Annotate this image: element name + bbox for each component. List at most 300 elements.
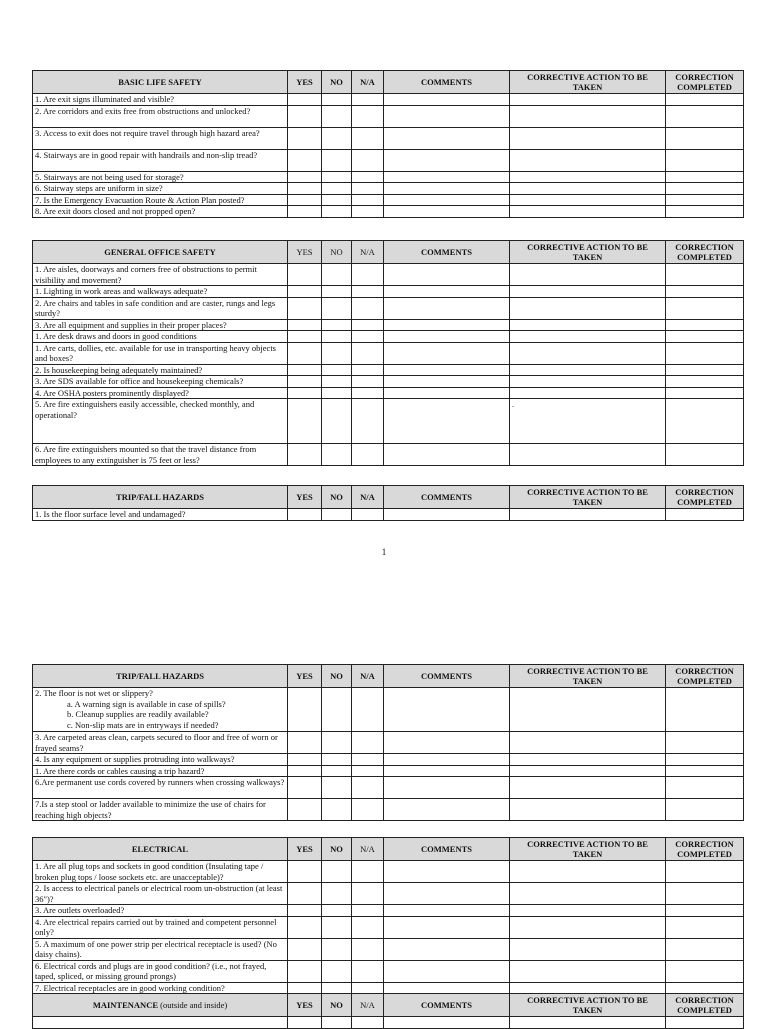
table-row [33,94,744,106]
col-yes: YES [288,71,322,94]
completed-cell[interactable] [666,509,744,521]
col-na: N/A [352,838,384,861]
na-cell[interactable] [352,754,384,766]
yes-cell[interactable] [288,444,322,466]
no-cell[interactable] [322,754,352,766]
no-cell[interactable] [322,777,352,799]
yes-cell[interactable] [288,376,322,388]
question: 2. Is access to electrical panels or electrical room un-obstruction (at least 36")? [33,883,288,905]
completed-cell[interactable] [666,171,744,183]
completed-cell[interactable] [666,765,744,777]
question: 1. Are desk draws and doors in good conditions [33,331,288,343]
corrective-cell[interactable] [510,194,666,206]
question: 3. Are outlets overloaded? [33,905,288,917]
no-cell[interactable] [322,1017,352,1029]
comments-cell[interactable] [384,194,510,206]
yes-cell[interactable] [288,765,322,777]
corrective-cell[interactable] [510,861,666,883]
no-cell[interactable] [322,183,352,195]
col-comments: COMMENTS [384,486,510,509]
comments-cell[interactable] [384,105,510,127]
table-row [33,376,744,388]
no-cell[interactable] [322,688,352,732]
completed-cell[interactable] [666,342,744,364]
no-cell[interactable] [322,171,352,183]
table-row [33,765,744,777]
na-cell[interactable] [352,264,384,286]
na-cell[interactable] [352,444,384,466]
na-cell[interactable] [352,319,384,331]
completed-cell[interactable] [666,331,744,343]
comments-cell[interactable] [384,732,510,754]
na-cell[interactable] [352,342,384,364]
comments-cell[interactable] [384,938,510,960]
page-number: 1 [381,547,387,557]
corrective-cell[interactable] [510,376,666,388]
col-corrective-action: CORRECTIVE ACTION TO BE TAKEN [510,994,666,1017]
na-cell[interactable] [352,938,384,960]
no-cell[interactable] [322,331,352,343]
table-row [33,905,744,917]
comments-cell[interactable] [384,94,510,106]
col-no: NO [322,994,352,1017]
yes-cell[interactable] [288,509,322,521]
completed-cell[interactable] [666,960,744,982]
na-cell[interactable] [352,777,384,799]
na-cell[interactable] [352,171,384,183]
na-cell[interactable] [352,376,384,388]
no-cell[interactable] [322,264,352,286]
completed-cell[interactable] [666,183,744,195]
question: 6. Are fire extinguishers mounted so that the travel distance from employees to any extinguisher is 75 feet or less? [33,444,288,466]
col-corrective-action: CORRECTIVE ACTION TO BE TAKEN [510,665,666,688]
yes-cell[interactable] [288,183,322,195]
maintenance-subtitle: (outside and inside) [158,1000,228,1010]
corrective-cell[interactable] [510,509,666,521]
corrective-cell[interactable] [510,105,666,127]
table-row [33,777,744,799]
no-cell[interactable] [322,149,352,171]
question: 6.Are permanent use cords covered by runners when crossing walkways? [33,777,288,799]
col-comments: COMMENTS [384,71,510,94]
col-no: NO [322,71,352,94]
completed-cell[interactable] [666,861,744,883]
table-row [33,297,744,319]
col-no: NO [322,665,352,688]
corrective-cell[interactable] [510,171,666,183]
table-row [33,444,744,466]
completed-cell[interactable] [666,754,744,766]
corrective-cell[interactable] [510,297,666,319]
na-cell[interactable] [352,916,384,938]
na-cell[interactable] [352,1017,384,1029]
no-cell[interactable] [322,799,352,821]
corrective-cell[interactable] [510,777,666,799]
corrective-cell[interactable] [510,444,666,466]
corrective-cell[interactable] [510,319,666,331]
corrective-cell[interactable] [510,286,666,298]
yes-cell[interactable] [288,387,322,399]
yes-cell[interactable] [288,905,322,917]
comments-cell[interactable] [384,765,510,777]
corrective-cell[interactable] [510,264,666,286]
no-cell[interactable] [322,509,352,521]
completed-cell[interactable] [666,905,744,917]
col-yes: YES [288,665,322,688]
table-row [33,732,744,754]
corrective-cell[interactable] [510,1017,666,1029]
table-row [33,861,744,883]
table-row [33,206,744,218]
completed-cell[interactable] [666,732,744,754]
question: 3. Are all equipment and supplies in their proper places? [33,319,288,331]
col-corrective-action: CORRECTIVE ACTION TO BE TAKEN [510,486,666,509]
question: 2. Are corridors and exits free from obstructions and unlocked? [33,105,288,127]
no-cell[interactable] [322,194,352,206]
corrective-cell[interactable] [510,149,666,171]
trip-fall-hazards-table-p1 [32,485,744,521]
question: 3. Access to exit does not require travel through high hazard area? [33,127,288,149]
completed-cell[interactable] [666,105,744,127]
col-corrective-action: CORRECTIVE ACTION TO BE TAKEN [510,241,666,264]
question: 4. Are electrical repairs carried out by trained and competent personnel only? [33,916,288,938]
table-row [33,916,744,938]
completed-cell[interactable] [666,777,744,799]
question: 2. Is housekeeping being adequately maintained? [33,364,288,376]
comments-cell[interactable] [384,883,510,905]
na-cell[interactable] [352,960,384,982]
yes-cell[interactable] [288,149,322,171]
completed-cell[interactable] [666,376,744,388]
corrective-cell[interactable] [510,387,666,399]
comments-cell[interactable] [384,688,510,732]
col-no: NO [322,486,352,509]
na-cell[interactable] [352,861,384,883]
corrective-cell[interactable] [510,799,666,821]
yes-cell[interactable] [288,297,322,319]
na-cell[interactable] [352,94,384,106]
corrective-cell[interactable] [510,688,666,732]
question: 1. Are carts, dollies, etc. available for use in transporting heavy objects and boxes? [33,342,288,364]
corrective-cell[interactable] [510,94,666,106]
yes-cell[interactable] [288,861,322,883]
comments-cell[interactable] [384,127,510,149]
col-na: N/A [352,486,384,509]
yes-cell[interactable] [288,319,322,331]
comments-cell[interactable] [384,171,510,183]
comments-cell[interactable] [384,264,510,286]
corrective-cell[interactable] [510,127,666,149]
corrective-cell[interactable] [510,982,666,994]
yes-cell[interactable] [288,342,322,364]
no-cell[interactable] [322,444,352,466]
yes-cell[interactable] [288,732,322,754]
no-cell[interactable] [322,938,352,960]
yes-cell[interactable] [288,331,322,343]
na-cell[interactable] [352,364,384,376]
yes-cell[interactable] [288,105,322,127]
no-cell[interactable] [322,732,352,754]
na-cell[interactable] [352,149,384,171]
comments-cell[interactable] [384,183,510,195]
comments-cell[interactable] [384,342,510,364]
na-cell[interactable] [352,331,384,343]
col-na: N/A [352,241,384,264]
corrective-cell[interactable] [510,342,666,364]
section-title: TRIP/FALL HAZARDS [33,486,288,509]
table-row [33,331,744,343]
na-cell[interactable] [352,982,384,994]
question: 8. Are exit doors closed and not propped open? [33,206,288,218]
completed-cell[interactable] [666,444,744,466]
no-cell[interactable] [322,982,352,994]
no-cell[interactable] [322,206,352,218]
yes-cell[interactable] [288,688,322,732]
col-correction-completed: CORRECTION COMPLETED [666,838,744,861]
col-correction-completed: CORRECTION COMPLETED [666,486,744,509]
na-cell[interactable] [352,688,384,732]
completed-cell[interactable] [666,799,744,821]
na-cell[interactable] [352,799,384,821]
question: 7. Electrical receptacles are in good working condition? [33,982,288,994]
no-cell[interactable] [322,94,352,106]
comments-cell[interactable] [384,1017,510,1029]
col-correction-completed: CORRECTION COMPLETED [666,665,744,688]
table-row [33,105,744,127]
na-cell[interactable] [352,297,384,319]
electrical-table [32,837,744,1029]
na-cell[interactable] [352,509,384,521]
section-title: TRIP/FALL HAZARDS [33,665,288,688]
corrective-cell[interactable] [510,732,666,754]
comments-cell[interactable] [384,149,510,171]
no-cell[interactable] [322,364,352,376]
no-cell[interactable] [322,297,352,319]
comments-cell[interactable] [384,286,510,298]
completed-cell[interactable] [666,319,744,331]
completed-cell[interactable] [666,688,744,732]
na-cell[interactable] [352,105,384,127]
question: 1. Are there cords or cables causing a trip hazard? [33,765,288,777]
completed-cell[interactable] [666,364,744,376]
corrective-cell[interactable] [510,183,666,195]
comments-cell[interactable] [384,509,510,521]
table-row [33,982,744,994]
comments-cell[interactable] [384,754,510,766]
no-cell[interactable] [322,916,352,938]
col-yes: YES [288,994,322,1017]
comments-cell[interactable] [384,799,510,821]
na-cell[interactable] [352,286,384,298]
completed-cell[interactable] [666,127,744,149]
question [33,1017,288,1029]
comments-cell[interactable] [384,982,510,994]
no-cell[interactable] [322,905,352,917]
corrective-cell[interactable] [510,364,666,376]
yes-cell[interactable] [288,206,322,218]
question: 7.Is a step stool or ladder available to minimize the use of chairs for reaching high objects? [33,799,288,821]
no-cell[interactable] [322,105,352,127]
col-correction-completed: CORRECTION COMPLETED [666,71,744,94]
yes-cell[interactable] [288,754,322,766]
section-title: BASIC LIFE SAFETY [33,71,288,94]
corrective-cell[interactable] [510,938,666,960]
yes-cell[interactable] [288,364,322,376]
question: 3. Are SDS available for office and housekeeping chemicals? [33,376,288,388]
table-row [33,399,744,444]
completed-cell[interactable] [666,982,744,994]
table-row [33,509,744,521]
question: 1. Lighting in work areas and walkways adequate? [33,286,288,298]
comments-cell[interactable] [384,399,510,444]
yes-cell[interactable] [288,982,322,994]
completed-cell[interactable] [666,1017,744,1029]
yes-cell[interactable] [288,194,322,206]
comments-cell[interactable] [384,376,510,388]
completed-cell[interactable] [666,94,744,106]
corrective-cell[interactable] [510,331,666,343]
comments-cell[interactable] [384,960,510,982]
yes-cell[interactable] [288,286,322,298]
comments-cell[interactable] [384,916,510,938]
no-cell[interactable] [322,861,352,883]
na-cell[interactable] [352,127,384,149]
na-cell[interactable] [352,206,384,218]
sub-question: a. A warning sign is available in case of spills? [67,698,226,709]
question: 3. Are carpeted areas clean, carpets secured to floor and free of worn or frayed seams? [33,732,288,754]
basic-life-safety-table [32,70,744,218]
yes-cell[interactable] [288,960,322,982]
table-row [33,883,744,905]
col-comments: COMMENTS [384,994,510,1017]
comments-cell[interactable] [384,364,510,376]
col-na: N/A [352,71,384,94]
completed-cell[interactable] [666,286,744,298]
na-cell[interactable] [352,399,384,444]
no-cell[interactable] [322,376,352,388]
table-row [33,364,744,376]
no-cell[interactable] [322,127,352,149]
corrective-cell[interactable] [510,754,666,766]
na-cell[interactable] [352,732,384,754]
table-row [33,387,744,399]
comments-cell[interactable] [384,206,510,218]
col-comments: COMMENTS [384,241,510,264]
na-cell[interactable] [352,387,384,399]
yes-cell[interactable] [288,1017,322,1029]
completed-cell[interactable] [666,387,744,399]
col-comments: COMMENTS [384,665,510,688]
question: 2. Are chairs and tables in safe condition and are caster, rungs and legs sturdy? [33,297,288,319]
question: 7. Is the Emergency Evacuation Route & Action Plan posted? [33,194,288,206]
comments-cell[interactable] [384,777,510,799]
corrective-cell[interactable] [510,883,666,905]
section-title-maintenance [33,994,288,1017]
no-cell[interactable] [322,399,352,444]
col-corrective-action: CORRECTIVE ACTION TO BE TAKEN [510,838,666,861]
col-na: N/A [352,665,384,688]
corrective-cell[interactable] [510,765,666,777]
yes-cell[interactable] [288,264,322,286]
corrective-cell[interactable] [510,206,666,218]
comments-cell[interactable] [384,319,510,331]
table-row [33,183,744,195]
yes-cell[interactable] [288,94,322,106]
comments-cell[interactable] [384,331,510,343]
table-row [33,264,744,286]
corrective-cell[interactable] [510,916,666,938]
col-no: NO [322,241,352,264]
yes-cell[interactable] [288,777,322,799]
no-cell[interactable] [322,387,352,399]
na-cell[interactable] [352,194,384,206]
completed-cell[interactable] [666,264,744,286]
completed-cell[interactable] [666,938,744,960]
col-comments: COMMENTS [384,838,510,861]
no-cell[interactable] [322,319,352,331]
comments-cell[interactable] [384,905,510,917]
na-cell[interactable] [352,765,384,777]
question: 4. Stairways are in good repair with handrails and non-slip tread? [33,149,288,171]
no-cell[interactable] [322,342,352,364]
table-row [33,342,744,364]
na-cell[interactable] [352,905,384,917]
no-cell[interactable] [322,286,352,298]
corrective-cell[interactable] [510,905,666,917]
yes-cell[interactable] [288,938,322,960]
yes-cell[interactable] [288,171,322,183]
no-cell[interactable] [322,960,352,982]
col-yes: YES [288,486,322,509]
question: 1. Is the floor surface level and undamaged? [33,509,288,521]
general-office-safety-table [32,240,744,466]
yes-cell[interactable] [288,799,322,821]
table-row [33,960,744,982]
completed-cell[interactable] [666,916,744,938]
question: 4. Is any equipment or supplies protruding into walkways? [33,754,288,766]
section-title: GENERAL OFFICE SAFETY [33,241,288,264]
completed-cell[interactable] [666,149,744,171]
corrective-cell[interactable] [510,399,666,444]
yes-cell[interactable] [288,883,322,905]
table-row [33,1017,744,1029]
comments-cell[interactable] [384,444,510,466]
corrective-cell[interactable] [510,960,666,982]
completed-cell[interactable] [666,883,744,905]
question: 5. Stairways are not being used for storage? [33,171,288,183]
yes-cell[interactable] [288,916,322,938]
comments-cell[interactable] [384,387,510,399]
table-row [33,149,744,171]
yes-cell[interactable] [288,399,322,444]
section-title: ELECTRICAL [33,838,288,861]
no-cell[interactable] [322,765,352,777]
comments-cell[interactable] [384,861,510,883]
question: 6. Stairway steps are uniform in size? [33,183,288,195]
no-cell[interactable] [322,883,352,905]
yes-cell[interactable] [288,127,322,149]
question: 6. Electrical cords and plugs are in good condition? (i.e., not frayed, taped, spliced, or missing ground prongs) [33,960,288,982]
completed-cell[interactable] [666,399,744,444]
na-cell[interactable] [352,883,384,905]
comments-cell[interactable] [384,297,510,319]
na-cell[interactable] [352,183,384,195]
col-no: NO [322,838,352,861]
table-row [33,938,744,960]
completed-cell[interactable] [666,297,744,319]
completed-cell[interactable] [666,194,744,206]
completed-cell[interactable] [666,206,744,218]
